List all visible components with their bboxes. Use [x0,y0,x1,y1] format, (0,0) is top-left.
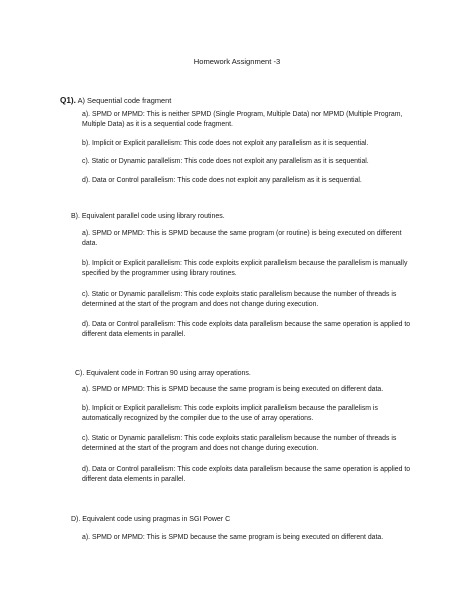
section-heading: B). Equivalent parallel code using library routines. [71,213,225,220]
list-item: b). Implicit or Explicit parallelism: This code does not exploit any parallelism as it is sequential. [82,140,369,147]
list-item: c). Static or Dynamic parallelism: This code exploits static parallelism because the number of threads is determined at the start of the program and does not change during execution. [82,291,397,308]
list-item: d). Data or Control parallelism: This code exploits data parallelism because the same operation is applied to different data elements in parallel. [82,321,411,338]
question-number: Q1). [60,96,76,105]
section-heading: C). Equivalent code in Fortran 90 using array operations. [75,370,251,377]
list-item: d). Data or Control parallelism: This code does not exploit any parallelism as it is sequential. [82,177,362,184]
list-item: a). SPMD or MPMD: This is SPMD because the same program is being executed on different data. [82,386,384,393]
list-item: b). Implicit or Explicit parallelism: This code exploits implicit parallelism because the parallelism is automatically recognized by the compiler due to the use of array operations. [82,405,378,422]
question-heading [60,95,171,107]
list-item: a). SPMD or MPMD: This is SPMD because the same program is being executed on different data. [82,534,384,541]
question-intro: A) Sequential code fragment [77,96,172,105]
list-item: c). Static or Dynamic parallelism: This code exploits static parallelism because the number of threads is determined at the start of the program and does not change during execution. [82,435,397,452]
list-item: c). Static or Dynamic parallelism: This code does not exploit any parallelism as it is sequential. [82,158,369,165]
list-item: a). SPMD or MPMD: This is neither SPMD (Single Program, Multiple Data) nor MPMD (Multiple Program, Multiple Data) as it is a sequential code fragment. [82,111,403,128]
list-item: b). Implicit or Explicit parallelism: This code exploits explicit parallelism because the parallelism is manually specified by the programmer using library routines. [82,260,408,277]
document-title: Homework Assignment -3 [193,57,281,66]
list-item: d). Data or Control parallelism: This code exploits data parallelism because the same operation is applied to different data elements in parallel. [82,466,411,483]
list-item: a). SPMD or MPMD: This is SPMD because the same program (or routine) is being executed on different data. [82,230,402,247]
section-heading: D). Equivalent code using pragmas in SGI Power C [71,516,231,523]
